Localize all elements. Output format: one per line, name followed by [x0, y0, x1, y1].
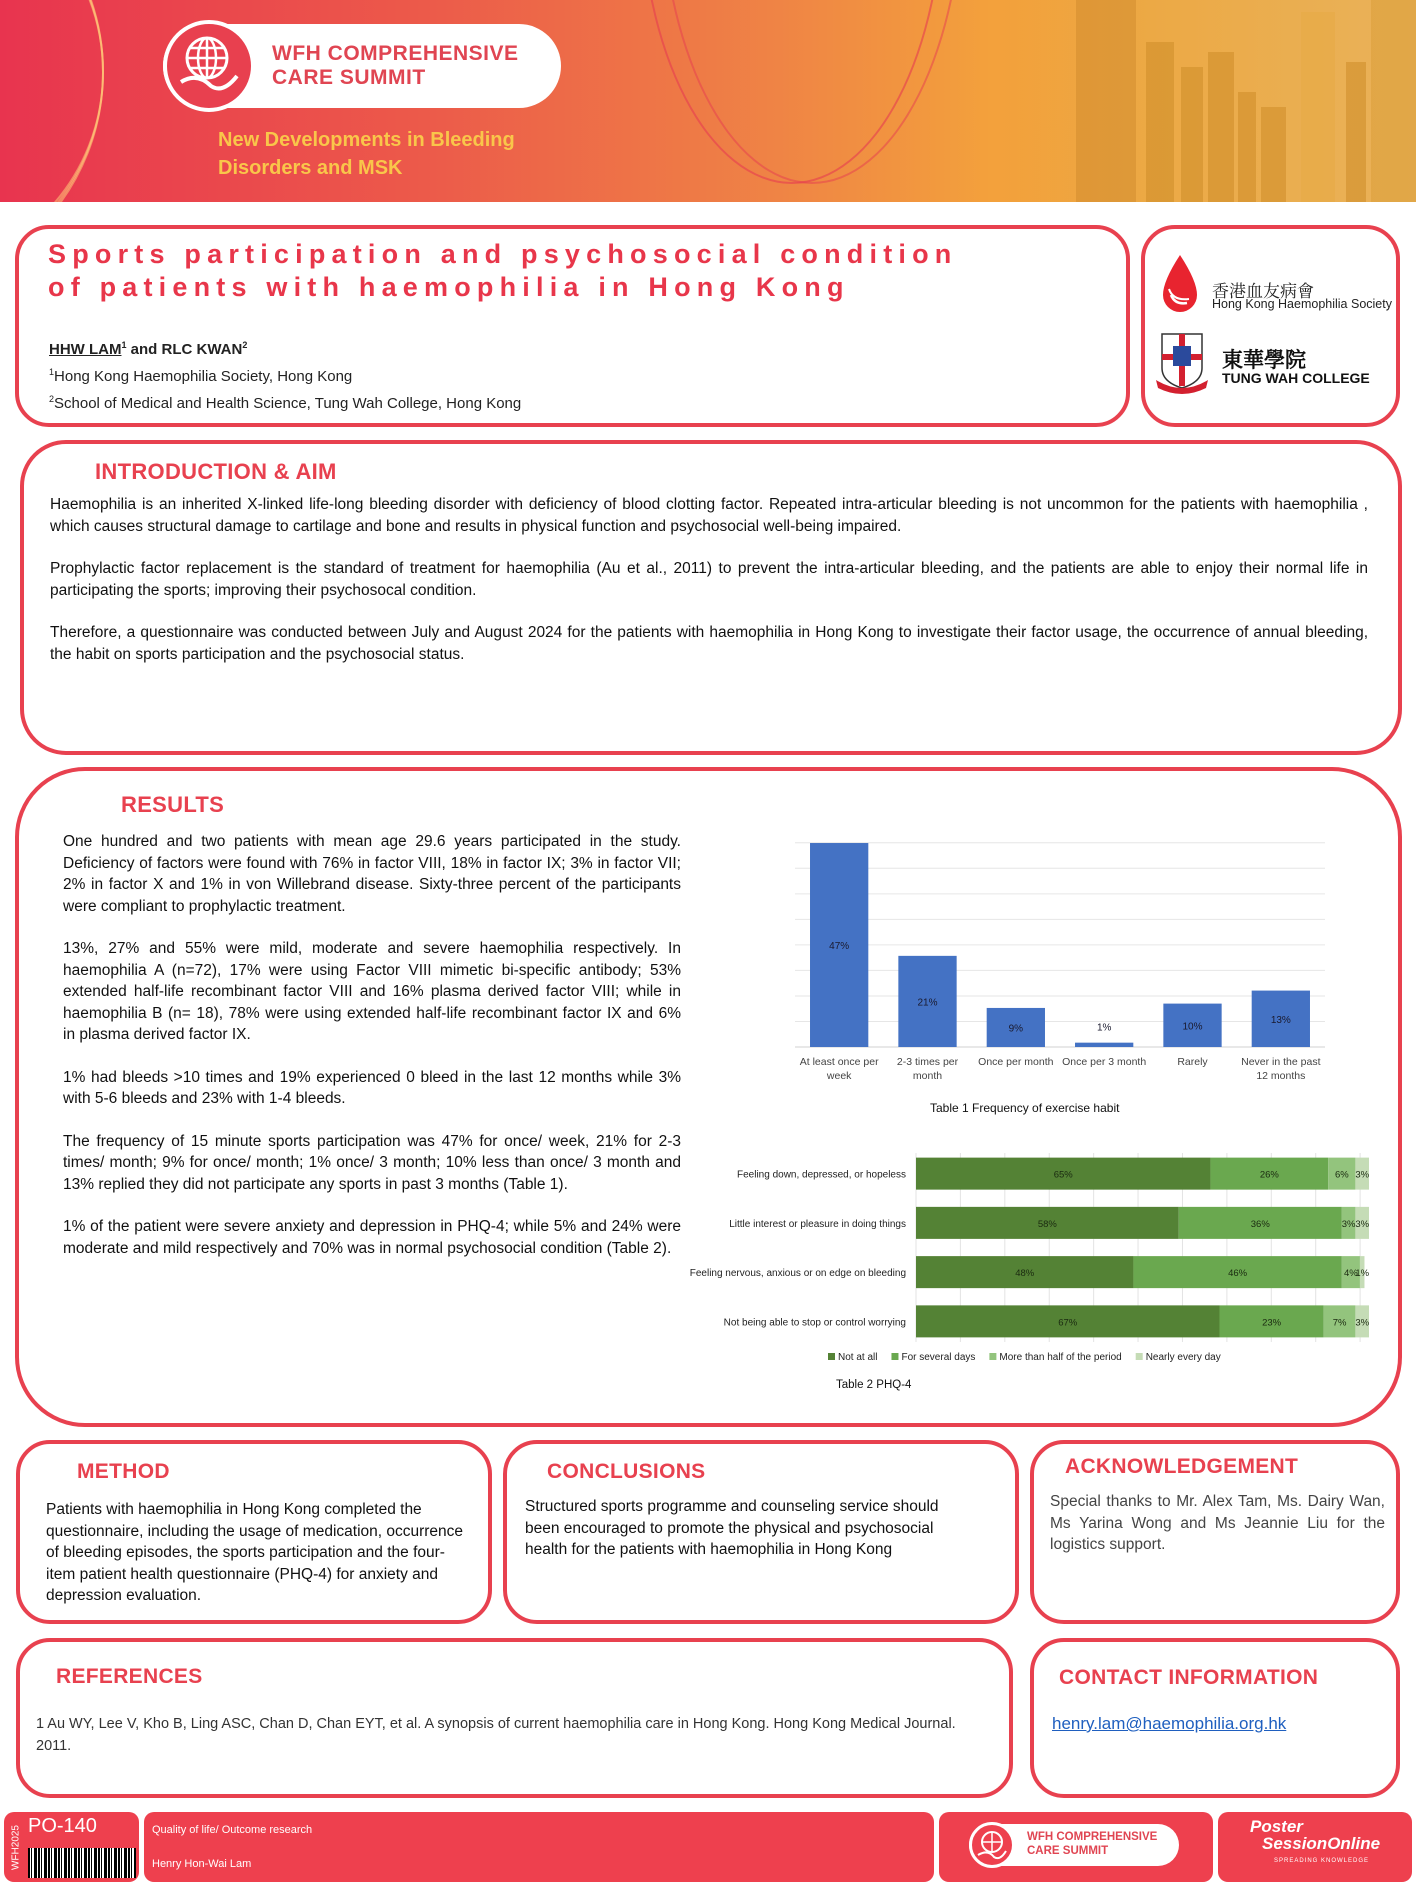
segment-data-label: 58%	[1037, 1218, 1057, 1230]
authors-block	[49, 334, 521, 415]
pso-line-2: SessionOnline	[1262, 1834, 1381, 1853]
x-tick-label: 12 months	[1256, 1070, 1306, 1082]
bar	[1075, 1043, 1133, 1047]
twc-english-name: TUNG WAH COLLEGE	[1222, 370, 1370, 386]
x-tick-label: At least once per	[799, 1056, 879, 1068]
bar-data-label: 10%	[1182, 1021, 1203, 1033]
footer-summit-logo-block	[939, 1812, 1213, 1882]
bar-data-label: 21%	[917, 997, 938, 1009]
y-category-label: Not being able to stop or control worrying	[723, 1317, 906, 1329]
pso-line-1: Poster	[1250, 1817, 1303, 1836]
affiliation-2	[49, 388, 521, 415]
author-1-sup: 1	[121, 340, 127, 350]
aff-1-sup: 1	[49, 367, 55, 377]
phq4-svg	[680, 1145, 1380, 1395]
legend-swatch	[989, 1353, 996, 1360]
x-tick-label: month	[912, 1070, 943, 1082]
segment-data-label: 3%	[1355, 1317, 1370, 1329]
segment-data-label: 3%	[1355, 1218, 1370, 1230]
references-title: REFERENCES	[56, 1665, 203, 1688]
twc-chinese-name: 東華學院	[1222, 349, 1306, 372]
author-line	[49, 334, 521, 361]
legend-label: Not at all	[838, 1352, 878, 1363]
logo-line-1: WFH COMPREHENSIVE	[272, 42, 519, 65]
banner	[0, 0, 1416, 202]
bar-data-label: 47%	[829, 941, 850, 953]
segment-data-label: 67%	[1058, 1317, 1078, 1329]
legend-swatch	[1136, 1353, 1143, 1360]
x-tick-label: Once per month	[978, 1056, 1054, 1068]
method-title: METHOD	[77, 1460, 170, 1483]
aff-2-sup: 2	[49, 394, 55, 404]
footer-logo-line-2: CARE SUMMIT	[1027, 1845, 1109, 1857]
footer-category: Quality of life/ Outcome research	[152, 1824, 313, 1836]
chart-title: Table 1 Frequency of exercise habit	[930, 1101, 1120, 1115]
tagline-line-1: New Developments in Bleeding	[218, 129, 515, 151]
segment-data-label: 7%	[1332, 1317, 1347, 1329]
reference-1: 1 Au WY, Lee V, Kho B, Ling ASC, Chan D, Chan EYT, et al. A synopsis of current haemophilia care in Hong Kong. Hong Kong Medical Journal. 2011.	[36, 1716, 956, 1754]
city-skyline-image	[1016, 0, 1416, 202]
hkhs-chinese-name: 香港血友病會	[1212, 282, 1314, 301]
segment-data-label: 3%	[1355, 1169, 1370, 1181]
author-2: and RLC KWAN	[126, 341, 243, 358]
intro-title: INTRODUCTION & AIM	[95, 459, 337, 484]
results-paragraph-1: One hundred and two patients with mean age 29.6 years participated in the study. Deficiency of factors were found with 76% in factor VIII, 18% in factor IX; 3% in factor VII; 2% in factor X and 1% in von Willebrand disease. Sixty-three percent of the participants were compliant to prophylactic treatment.	[63, 833, 681, 915]
contact-title: CONTACT INFORMATION	[1059, 1666, 1319, 1689]
y-category-label: Feeling down, depressed, or hopeless	[737, 1169, 906, 1181]
x-tick-label: week	[826, 1070, 852, 1082]
intro-paragraph-1: Haemophilia is an inherited X-linked life-long bleeding disorder with deficiency of blood clotting factor. Repeated intra-articular bleeding is not uncommon for the patients with haemophilia , which causes structural damage to cartilage and bone and results in physical function and psychosocial well-being impaired.	[50, 496, 1368, 535]
footer-presenter: Henry Hon-Wai Lam	[152, 1858, 252, 1870]
segment-data-label: 1%	[1355, 1268, 1370, 1280]
aff-2-text: School of Medical and Health Science, Tung Wah College, Hong Kong	[54, 395, 522, 412]
segment-data-label: 48%	[1015, 1268, 1035, 1280]
footer-logo-line-1: WFH COMPREHENSIVE	[1027, 1831, 1158, 1843]
bar-data-label: 13%	[1270, 1014, 1291, 1026]
logo-line-2: CARE SUMMIT	[272, 66, 426, 89]
pso-logo	[1250, 1818, 1380, 1852]
title-line-2: of patients with haemophilia in Hong Kong	[48, 272, 850, 302]
exercise-frequency-svg	[780, 820, 1340, 1120]
legend-label: Nearly every day	[1145, 1352, 1221, 1363]
contact-email-link[interactable]: henry.lam@haemophilia.org.hk	[1052, 1714, 1287, 1733]
footer-globe-icon	[969, 1822, 1015, 1868]
legend-label: For several days	[901, 1352, 976, 1363]
results-paragraph-4: The frequency of 15 minute sports participation was 47% for once/ week, 21% for 2-3 times/ month; 9% for once/ month; 1% once/ 3 month; 10% less than once/ 3 month and 13% replied they did not participate any sports in past 3 months (Table 1).	[63, 1132, 681, 1193]
footer-info-block	[144, 1812, 934, 1882]
title-line-1: Sports participation and psychosocial condition	[48, 239, 958, 269]
intro-body	[50, 494, 1368, 665]
segment-data-label: 46%	[1228, 1268, 1248, 1280]
author-2-sup: 2	[242, 340, 248, 350]
segment-data-label: 26%	[1259, 1169, 1279, 1181]
tagline-line-2: Disorders and MSK	[218, 157, 403, 179]
x-tick-label: Never in the past	[1241, 1056, 1321, 1068]
decorative-arc	[0, 0, 104, 202]
twc-crest-icon	[1152, 332, 1212, 400]
summit-globe-hand-icon	[163, 20, 255, 112]
legend-swatch	[828, 1353, 835, 1360]
summit-tagline	[218, 126, 515, 182]
poster-title	[48, 238, 1108, 304]
chart-title: Table 2 PHQ-4	[836, 1379, 912, 1391]
results-paragraph-2: 13%, 27% and 55% were mild, moderate and severe haemophilia respectively. In haemophilia A (n=72), 17% were using Factor VIII mimetic bi-specific antibody; 53% extended half-life recombinant factor VIII and 16% plasma derived factor VIII; while in haemophilia B (n= 18), 78% were using extended half-life recombinant factor IX and 6% in plasma derived factor IX.	[63, 940, 681, 1043]
results-paragraph-5: 1% of the patient were severe anxiety and depression in PHQ-4; while 5% and 24% were moderate and mild respectively and 70% was in normal psychosocial condition (Table 2).	[63, 1218, 681, 1257]
y-category-label: Feeling nervous, anxious or on edge on bleeding	[689, 1268, 906, 1280]
results-body	[63, 831, 681, 1259]
legend-label: More than half of the period	[999, 1352, 1122, 1363]
segment-data-label: 23%	[1262, 1317, 1282, 1329]
results-title: RESULTS	[121, 792, 225, 817]
hkhs-drop-icon	[1157, 253, 1203, 315]
acknowledgement-text: Special thanks to Mr. Alex Tam, Ms. Dairy Wan, Ms Yarina Wong and Ms Jeannie Liu for the logistics support.	[1050, 1493, 1385, 1553]
footer-id-block	[4, 1812, 139, 1882]
poster-id: PO-140	[28, 1815, 97, 1837]
intro-paragraph-3: Therefore, a questionnaire was conducted between July and August 2024 for the patients with haemophilia in Hong Kong to investigate their factor usage, the occurrence of annual bleeding, the habit on sports participation and the psychosocial status.	[50, 624, 1368, 663]
footer-vertical-tag: WFH2025	[10, 1825, 22, 1871]
aff-1-text: Hong Kong Haemophilia Society, Hong Kong	[54, 368, 353, 385]
hkhs-english-name: Hong Kong Haemophilia Society	[1212, 297, 1392, 311]
results-paragraph-3: 1% had bleeds >10 times and 19% experienced 0 bleed in the last 12 months while 3% with 5-6 bleeds and 23% with 1-4 bleeds.	[63, 1068, 681, 1107]
footer-poster-session-online-block	[1218, 1812, 1412, 1882]
x-tick-label: Once per 3 month	[1062, 1056, 1147, 1068]
decorative-arc	[660, 0, 964, 184]
segment-data-label: 6%	[1334, 1169, 1349, 1181]
segment-data-label: 65%	[1053, 1169, 1073, 1181]
intro-paragraph-2: Prophylactic factor replacement is the standard of treatment for haemophilia (Au et al., 2011) to prevent the intra-articular bleeding, and the patients are able to enjoy their normal life in participating the sports; improving their psychosocal condition.	[50, 560, 1368, 599]
x-tick-label: 2-3 times per	[896, 1056, 959, 1068]
acknowledgement-title: ACKNOWLEDGEMENT	[1065, 1455, 1299, 1478]
footer-logo-text	[1027, 1830, 1157, 1858]
x-tick-label: Rarely	[1177, 1056, 1208, 1068]
bar-data-label: 9%	[1008, 1023, 1024, 1035]
y-category-label: Little interest or pleasure in doing things	[729, 1218, 906, 1230]
author-1: HHW LAM	[49, 341, 122, 358]
conclusions-text: Structured sports programme and counseling service should been encouraged to promote the physical and psychosocial health for the patients with haemophilia in Hong Kong	[525, 1498, 939, 1558]
pso-tagline: SPREADING KNOWLEDGE	[1274, 1858, 1370, 1864]
method-text: Patients with haemophilia in Hong Kong completed the questionnaire, including the usage of medication, occurrence of bleeding episodes, the sports participation and the four-item patient health questionnaire (PHQ-4) for anxiety and depression evaluation.	[46, 1501, 464, 1604]
segment-data-label: 3%	[1341, 1218, 1356, 1230]
exercise-frequency-chart	[780, 820, 1340, 1120]
legend-swatch	[891, 1353, 898, 1360]
conclusions-title: CONCLUSIONS	[547, 1460, 706, 1483]
segment-data-label: 4%	[1344, 1268, 1358, 1280]
affiliation-1	[49, 361, 521, 388]
barcode-icon	[28, 1848, 136, 1878]
summit-logo-text	[272, 42, 519, 90]
phq4-chart	[680, 1145, 1380, 1395]
segment-data-label: 36%	[1250, 1218, 1270, 1230]
bar-data-label: 1%	[1096, 1022, 1112, 1034]
